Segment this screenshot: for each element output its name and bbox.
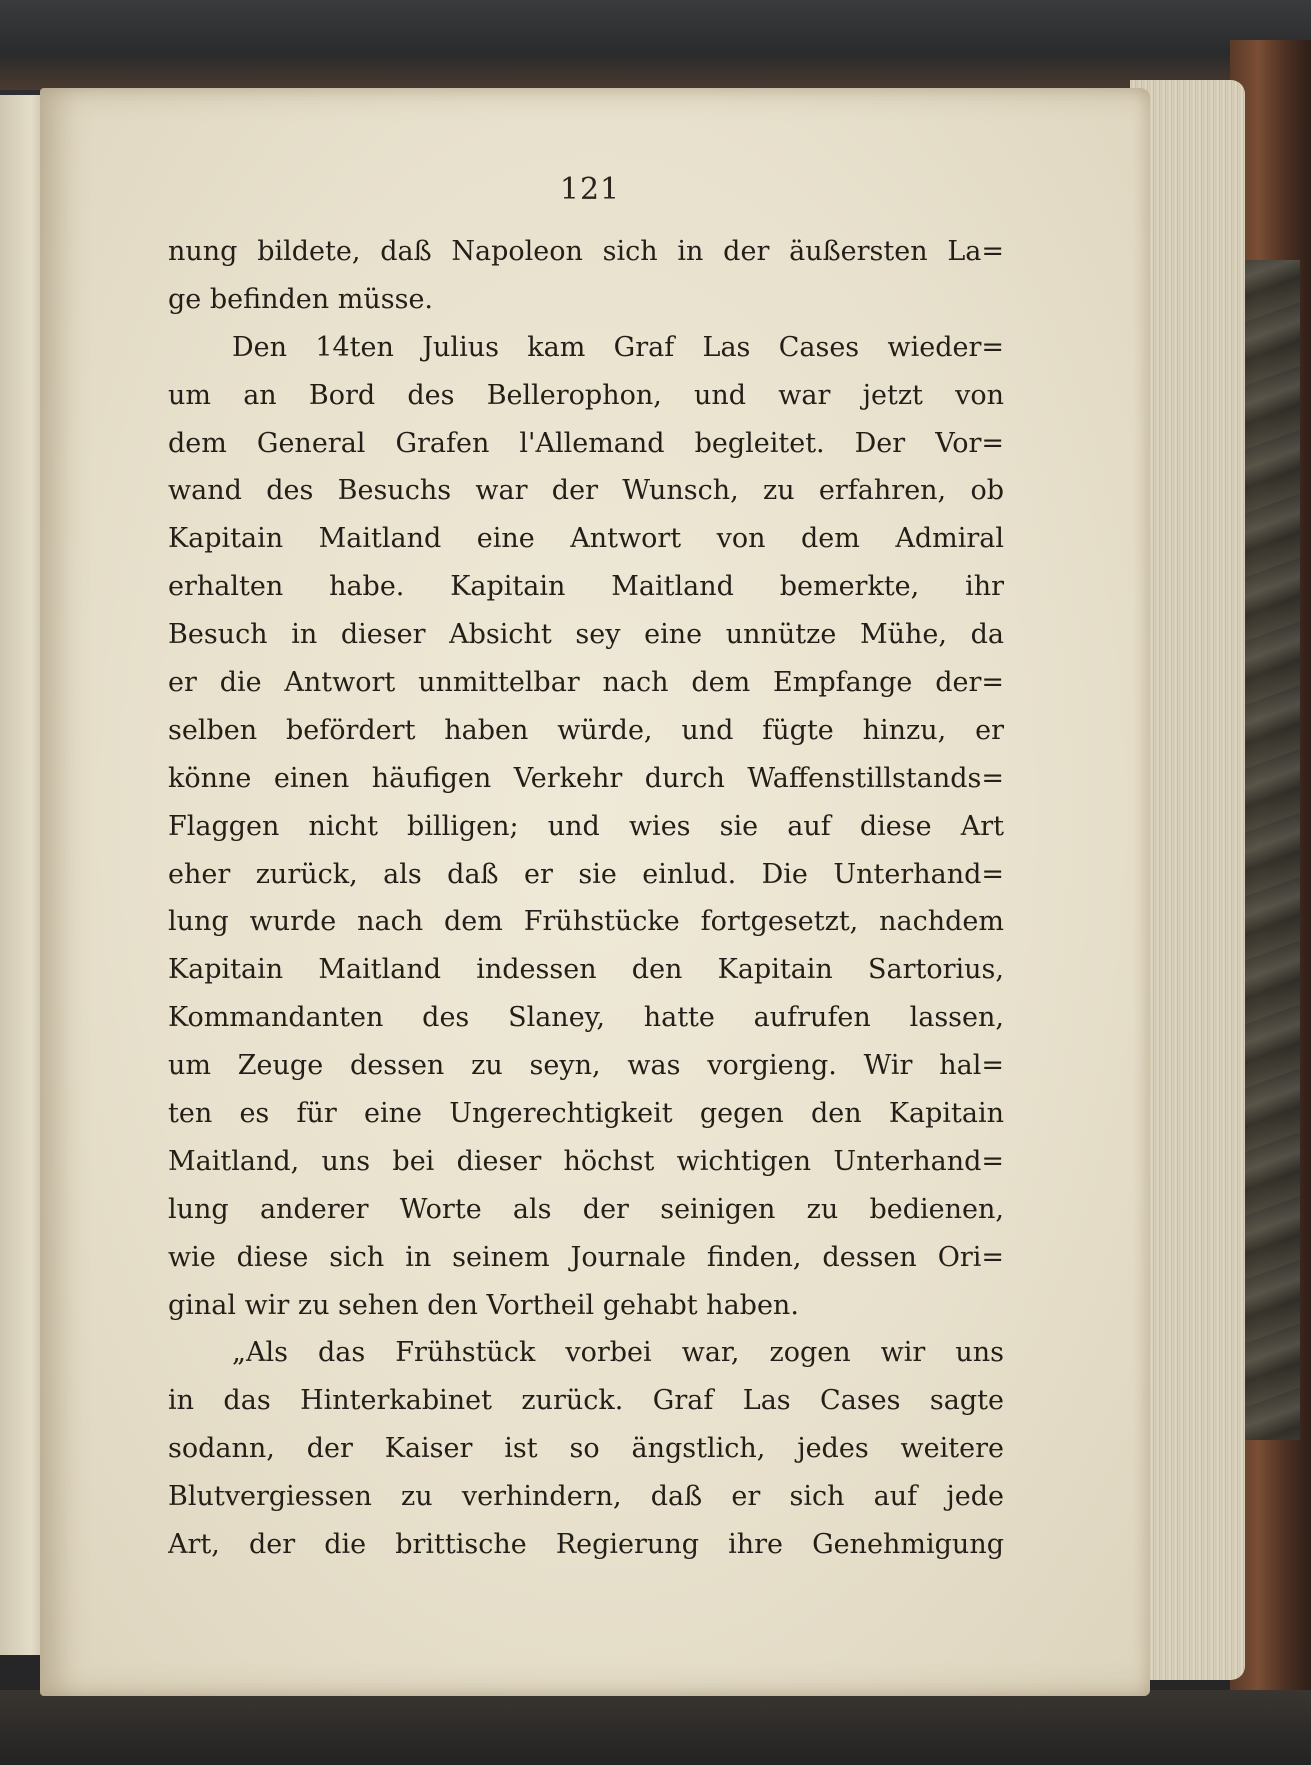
text-line: wand des Besuchs war der Wunsch, zu erfahren, ob: [168, 475, 1004, 507]
text-line: dem General Grafen l'Allemand begleitet. Der Vor=: [168, 427, 1004, 459]
text-line: nung bildete, daß Napoleon sich in der äußersten La=: [168, 236, 1004, 267]
page-number: 121: [559, 172, 621, 207]
text-line: wie diese sich in seinem Journale finden, dessen Ori=: [168, 1241, 1004, 1273]
text-line: Maitland, uns bei dieser höchst wichtigen Unterhand=: [168, 1145, 1004, 1177]
background-top: [0, 0, 1311, 90]
text-line: ge befinden müsse.: [168, 283, 434, 315]
text-line: um Zeuge dessen zu seyn, was vorgieng. Wir hal=: [168, 1050, 1004, 1082]
text-line: er die Antwort unmittelbar nach dem Empfange der=: [168, 667, 1004, 699]
text-line: könne einen häufigen Verkehr durch Waffenstillstands=: [168, 762, 1004, 794]
text-line: lung wurde nach dem Frühstücke fortgesetzt, nachdem: [168, 906, 1004, 938]
text-line: ten es für eine Ungerechtigkeit gegen den Kapitain: [168, 1098, 1004, 1130]
text-line: ginal wir zu sehen den Vortheil gehabt haben.: [168, 1289, 799, 1321]
text-line: Besuch in dieser Absicht sey eine unnütze Mühe, da: [168, 619, 1004, 651]
text-line: Kapitain Maitland indessen den Kapitain Sartorius,: [168, 954, 1004, 986]
text-line: Flaggen nicht billigen; und wies sie auf diese Art: [168, 810, 1004, 842]
text-line: lung anderer Worte als der seinigen zu bedienen,: [168, 1193, 1004, 1225]
text-line: sodann, der Kaiser ist so ängstlich, jedes weitere: [168, 1433, 1004, 1465]
background-bottom: [0, 1690, 1311, 1765]
book-cover-marbling: [1240, 260, 1300, 1440]
text-line: Art, der die brittische Regierung ihre Genehmigung: [168, 1529, 1004, 1561]
text-line: selben befördert haben würde, und fügte hinzu, er: [168, 714, 1004, 746]
text-line: „Als das Frühstück vorbei war, zogen wir uns: [232, 1337, 1004, 1369]
page-text: [168, 228, 1004, 1569]
text-line: Kapitain Maitland eine Antwort von dem Admiral: [168, 523, 1004, 555]
text-line: Blutvergiessen zu verhindern, daß er sich auf jede: [168, 1481, 1004, 1513]
text-line: Kommandanten des Slaney, hatte aufrufen lassen,: [168, 1002, 1004, 1034]
text-line: Den 14ten Julius kam Graf Las Cases wieder=: [232, 331, 1004, 363]
text-line: erhalten habe. Kapitain Maitland bemerkte, ihr: [168, 571, 1004, 603]
text-line: in das Hinterkabinet zurück. Graf Las Cases sagte: [168, 1385, 1004, 1417]
text-line: eher zurück, als daß er sie einlud. Die Unterhand=: [168, 858, 1004, 890]
text-line: um an Bord des Bellerophon, und war jetzt von: [168, 379, 1004, 411]
